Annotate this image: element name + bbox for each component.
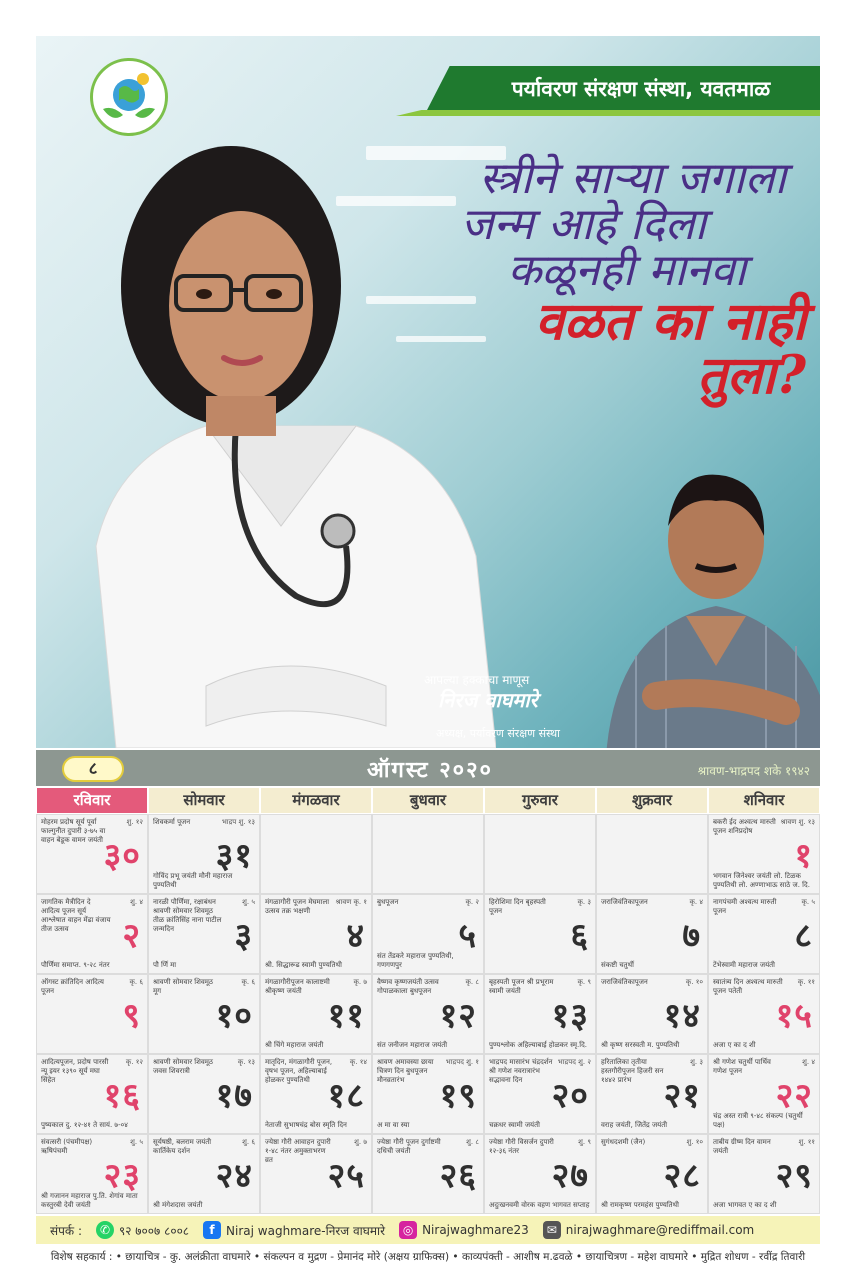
organization-name: पर्यावरण संरक्षण संस्था, यवतमाळ: [511, 77, 771, 101]
calendar-day-cell: [708, 1054, 820, 1134]
calendar-day-cell: [36, 1054, 148, 1134]
calendar-day-cell: [596, 974, 708, 1054]
day-number: २७: [551, 1156, 589, 1196]
day-number: २: [122, 916, 141, 956]
day-tithi: कृ. ४: [689, 898, 703, 906]
tagline: आपल्या हक्काचा माणूस: [424, 673, 530, 687]
calendar-day-cell: [484, 1054, 596, 1134]
day-note: स्वातंत्र्य दिन अश्वत्थ मारुती पूजन पतेती: [713, 978, 783, 995]
slogan-line-3: कळूनही मानवा: [507, 245, 746, 297]
day-footnote: चक्रधर स्वामी जयंती: [489, 1121, 540, 1129]
day-number: ८: [794, 916, 813, 956]
day-number: १७: [215, 1076, 253, 1116]
day-note: संवत्सरी (पंचमीपक्ष) ऋषिपंचमी: [41, 1138, 93, 1155]
facebook-contact[interactable]: [203, 1221, 385, 1239]
day-footnote: चंद्र अस्त रात्री ९-४८ संकल्प (चतुर्थी पक्ष): [713, 1112, 803, 1129]
day-note: नारळी पौर्णिमा, रक्षाबंधन श्रावणी सोमवार शिवमूठ तीळ क्रांतिसिंह नाना पाटील जन्मदिन: [153, 898, 222, 933]
day-footnote: श्री मंगेशदास जयंती: [153, 1201, 203, 1209]
day-note: सूर्यषष्ठी, बलराम जयंती कार्तिकेय दर्शन: [153, 1138, 212, 1155]
day-footnote: पुण्यश्लोक अहिल्याबाई होळकर स्मृ.दि.: [489, 1041, 588, 1049]
day-tithi: श्रावण शु. १३: [780, 818, 815, 826]
weekday-header: गुरुवार: [484, 787, 596, 814]
calendar-day-cell: [260, 894, 372, 974]
day-footnote: गोविंद प्रभू जयंती मौनी महाराज पुण्यतिथी: [153, 872, 233, 889]
day-tithi: शु. ७: [354, 1138, 367, 1146]
calendar-day-cell: [596, 1134, 708, 1214]
calendar-day-cell: [708, 1134, 820, 1214]
day-footnote: श्री. सिद्धारूढ स्वामी पुण्यतिथी: [265, 961, 342, 969]
day-tithi: शु. ४: [802, 1058, 815, 1066]
calendar-day-cell: [708, 974, 820, 1054]
day-number: २९: [775, 1156, 813, 1196]
day-tithi: भाद्रपद शु. १: [445, 1058, 479, 1066]
day-note: जागतिक मैत्रीदिन दे आदित्य पूजन सूर्य आश्लेषात वाहन मेंढा वंजाय तीज उत्सव: [41, 898, 111, 933]
contact-label-text: संपर्क :: [50, 1223, 83, 1238]
day-tithi: कृ. १२: [125, 1058, 143, 1066]
day-tithi: कृ. ५: [801, 898, 815, 906]
calendar-day-cell: [36, 894, 148, 974]
email-address: nirajwaghmare@rediffmail.com: [565, 1223, 755, 1237]
credits-line: विशेष सहकार्य : • छायाचित्र - कु. अलंक्रीता वाघमारे • संकल्पन व मुद्रण - प्रेमानंद मोरे (अक्षय ग्राफिक्स) • काव्यपंक्ती - आशीष म.ढवळे • छायाचित्रण - महेश वाघमारे • मुद्रित शोधण - रवींद्र तिवारी: [50, 1251, 806, 1263]
day-tithi: शु. ६: [242, 1138, 255, 1146]
day-footnote: पौ र्णि मा: [153, 961, 177, 969]
email-contact[interactable]: [543, 1221, 754, 1239]
instagram-contact[interactable]: [399, 1221, 529, 1239]
day-footnote: अजा ए का द शी: [713, 1041, 756, 1049]
calendar-day-cell: [260, 974, 372, 1054]
day-number: १९: [439, 1076, 477, 1116]
day-footnote: श्री चिंगे महाराज जयंती: [265, 1041, 324, 1049]
day-tithi: शु. ५: [242, 898, 255, 906]
weekday-header: रविवार: [36, 787, 148, 814]
day-note: भाद्रपद मासारंभ चंद्रदर्शन श्री गणेश नवरात्रारंभ सद्भावना दिन: [489, 1058, 553, 1084]
day-footnote: पौर्णिमा समाप्त. ९-२८ नंतर: [41, 961, 110, 969]
day-number: ३: [234, 916, 253, 956]
day-footnote: अदुःखनवमी वोरक वहण भागवत सप्ताह: [489, 1201, 590, 1209]
day-note: बुधपूजन: [377, 898, 399, 906]
signature-name: निरज वाघमारे: [438, 688, 538, 712]
day-footnote: भगवान जिनेश्वर जयंती लो. टिळक पुण्यतिथी लो. अण्णाभाऊ साठे ज. दि.: [713, 872, 810, 889]
day-note: ताबीय ग्रीष्म दिन वामन जयंती: [713, 1138, 771, 1155]
day-tithi: शु. ५: [130, 1138, 143, 1146]
day-note: बृहस्पती पूजन श्री प्रभूराम स्वामी जयंती: [489, 978, 554, 995]
facebook-handle: Niraj waghmare-निरज वाघमारे: [226, 1223, 386, 1238]
day-footnote: अ मा वा स्या: [377, 1121, 410, 1129]
day-tithi: शु. ४: [130, 898, 143, 906]
calendar-day-cell: [372, 814, 484, 894]
president-photo: [596, 456, 820, 748]
calendar-day-cell: [596, 1054, 708, 1134]
calendar-day-cell: [260, 1134, 372, 1214]
calendar-day-cell: [708, 814, 820, 894]
day-note: जराजिवंतिकापूजन: [601, 978, 648, 986]
day-note: मोहरम प्रदोष सूर्य पूर्वा फाल्गुनीत दुपारी ३-७५ वा वाहन बेडूक वामन जयंती: [41, 818, 106, 844]
calendar-day-cell: [148, 814, 260, 894]
day-footnote: संत जनीजन महाराज जयंती: [377, 1041, 448, 1049]
contact-label: [50, 1222, 82, 1239]
day-tithi: कृ. ६: [129, 978, 143, 986]
day-footnote: अजा भागवत ए का द शी: [713, 1201, 777, 1209]
day-note: मंगळागौरीपूजन कालाष्टमी श्रीकृष्ण जयंती: [265, 978, 330, 995]
calendar-day-cell: [260, 1054, 372, 1134]
whatsapp-icon: ✆: [96, 1221, 114, 1239]
instagram-icon: ◎: [399, 1221, 417, 1239]
weekday-header: मंगळवार: [260, 787, 372, 814]
day-footnote: नेताजी सुभाषचंद्र बोस स्मृति दिन: [265, 1121, 347, 1129]
day-tithi: शु. ११: [798, 1138, 815, 1146]
day-note: श्रावणी सोमवार शिवमूठ मूग: [153, 978, 214, 995]
month-title: ऑगस्ट २०२०: [367, 758, 493, 783]
poster-banner: [36, 36, 820, 748]
calendar-day-cell: [484, 1134, 596, 1214]
day-number: १२: [439, 996, 477, 1036]
calendar-day-cell: [708, 894, 820, 974]
day-tithi: कृ. ९: [577, 978, 591, 986]
email-icon: ✉: [543, 1221, 561, 1239]
day-number: ६: [570, 916, 589, 956]
slogan-line-1: स्त्रीने साऱ्या जगाला: [479, 153, 786, 204]
day-tithi: श्रावण कृ. १: [335, 898, 367, 906]
day-note: श्री गणेश चतुर्थी पार्थिव गणेश पूजन: [713, 1058, 771, 1075]
calendar-day-cell: [484, 894, 596, 974]
calendar-day-cell: [372, 974, 484, 1054]
day-footnote: श्री रामकृष्ण परमहंस पुण्यतिथी: [601, 1201, 679, 1209]
month-number-badge: ८: [62, 756, 124, 782]
phone-number: ९२ ७००७ ८००८: [119, 1223, 190, 1238]
day-number: २३: [103, 1156, 141, 1196]
day-note: ज्येष्ठा गौरी विसर्जन दुपारी १२-३६ नंतर: [489, 1138, 554, 1155]
day-note: हरितालिका तृतीया हस्तगौरीपूजन हिजरी सन १४४२ प्रारंभ: [601, 1058, 664, 1084]
day-tithi: कृ. १०: [685, 978, 703, 986]
day-footnote: संत तेंडकरे महाराज पुण्यतिथी, गणगणपुर: [377, 952, 454, 969]
day-number: २४: [215, 1156, 253, 1196]
day-tithi: भाद्रपद शु. २: [557, 1058, 591, 1066]
contact-bar: [36, 1216, 820, 1244]
day-note: श्रावण अमावस्या छाया चित्रण दिन बुधपूजन मौनव्रतारंभ: [377, 1058, 434, 1084]
day-note: सुगंधदशमी (जैन): [601, 1138, 646, 1146]
day-footnote: श्री कृष्ण सरस्वती म. पुण्यतिथी: [601, 1041, 680, 1049]
day-number: १: [794, 836, 813, 876]
day-note: शिवकर्मा पूजन: [153, 818, 191, 826]
day-note: मातृदिन, मंगळागौरी पूजन, वृषभ पूजन, अहिल्याबाई होळकर पुण्यतिथी: [265, 1058, 333, 1084]
earth-hands-icon: [97, 65, 161, 129]
day-number: १४: [663, 996, 701, 1036]
day-tithi: कृ. २: [465, 898, 479, 906]
day-number: १५: [775, 996, 813, 1036]
day-note: बकरी ईद अश्वत्थ मारुती पूजन शनिप्रदोष: [713, 818, 776, 835]
day-note: मंगळागौरी पूजन मेघमाला उत्सव तक्र भक्षणी: [265, 898, 330, 915]
slogan-line-4: वळत का नाही तुला?: [534, 290, 806, 407]
day-tithi: कृ. १४: [349, 1058, 367, 1066]
day-number: १०: [215, 996, 253, 1036]
calendar-day-cell: [484, 974, 596, 1054]
day-tithi: शु. १०: [686, 1138, 703, 1146]
day-number: ७: [682, 916, 701, 956]
day-number: २६: [439, 1156, 477, 1196]
weekday-header: बुधवार: [372, 787, 484, 814]
day-tithi: कृ. ६: [241, 978, 255, 986]
day-number: ११: [327, 996, 365, 1036]
day-note: आदित्यपूजन, प्रदोष पारसी न्यू इयर १३९० सूर्य मघा सिंहेत: [41, 1058, 109, 1084]
shaka-era: श्रावण-भाद्रपद शके १९४२: [697, 764, 810, 778]
day-note: हिरोशिमा दिन बृहस्पती पूजन: [489, 898, 546, 915]
facebook-icon: f: [203, 1221, 221, 1239]
calendar-day-cell: [148, 894, 260, 974]
day-note: ज्येष्ठा गौरी आवाहन दुपारी १-४८ नंतर अमुक्ताभरण व्रत: [265, 1138, 331, 1164]
day-number: ५: [458, 916, 477, 956]
calendar-day-cell: [372, 894, 484, 974]
day-number: २१: [663, 1076, 701, 1116]
day-note: ऑगस्ट क्रांतिदिन आदित्य पूजन: [41, 978, 104, 995]
day-note: जराजिवंतिकापूजन: [601, 898, 648, 906]
phone-contact[interactable]: [96, 1221, 189, 1239]
calendar-day-cell: [148, 974, 260, 1054]
day-number: ९: [122, 996, 141, 1036]
day-footnote: संकष्टी चतुर्थी: [601, 961, 634, 969]
day-tithi: शु. १२: [126, 818, 143, 826]
day-number: ३०: [103, 836, 141, 876]
day-tithi: शु. ९: [578, 1138, 591, 1146]
slogan-line-2: जन्म आहे दिला: [460, 199, 706, 251]
weekday-header: शनिवार: [708, 787, 820, 814]
calendar-grid: [36, 787, 820, 1214]
day-number: २०: [551, 1076, 589, 1116]
weekday-header: शुक्रवार: [596, 787, 708, 814]
calendar-day-cell: [36, 974, 148, 1054]
day-note: ज्येष्ठा गौरी पूजन दुर्गाष्टमी दधिची जयंती: [377, 1138, 441, 1155]
day-footnote: वराह जयंती, जितेंद्र जयंती: [601, 1121, 668, 1129]
calendar-day-cell: [596, 814, 708, 894]
day-tithi: कृ. ३: [577, 898, 591, 906]
day-tithi: कृ. ११: [797, 978, 815, 986]
day-footnote: पुष्यकाल दु. १२-४१ ते सायं. ७-०४: [41, 1121, 128, 1129]
day-note: नागपंचमी अश्वत्थ मारुती पूजन: [713, 898, 777, 915]
day-number: १८: [327, 1076, 365, 1116]
calendar-day-cell: [596, 894, 708, 974]
day-tithi: कृ. १३: [237, 1058, 255, 1066]
day-number: २८: [663, 1156, 701, 1196]
calendar-day-cell: [148, 1134, 260, 1214]
day-footnote: श्री गजानन महाराज पु.ति. शेगांव माता कस्तुरबी देवी जयंती: [41, 1192, 138, 1209]
calendar-day-cell: [148, 1054, 260, 1134]
day-footnote: टेंभेस्वामी महाराज जयंती: [713, 961, 775, 969]
day-tithi: भाद्रप शु. १३: [221, 818, 255, 826]
calendar-day-cell: [372, 1054, 484, 1134]
signature-title: अध्यक्ष, पर्यावरण संरक्षण संस्था: [436, 727, 560, 740]
day-number: ३१: [215, 836, 253, 876]
day-number: २५: [327, 1156, 365, 1196]
day-number: ४: [346, 916, 365, 956]
day-note: वैष्णव कृष्णजयंती उत्सव गोपाळकाला बुधपूजन: [377, 978, 439, 995]
day-number: २२: [775, 1076, 813, 1116]
day-number: १६: [103, 1076, 141, 1116]
calendar-day-cell: [36, 814, 148, 894]
day-tithi: कृ. ८: [465, 978, 479, 986]
day-tithi: शु. ८: [466, 1138, 479, 1146]
day-note: श्रावणी सोमवार शिवमूठ जवस शिवरात्री: [153, 1058, 214, 1075]
day-number: १३: [551, 996, 589, 1036]
calendar-day-cell: [484, 814, 596, 894]
instagram-handle: Nirajwaghmare23: [422, 1223, 529, 1237]
organization-logo: [90, 58, 168, 136]
calendar-day-cell: [260, 814, 372, 894]
day-tithi: कृ. ७: [353, 978, 367, 986]
day-tithi: शु. ३: [690, 1058, 703, 1066]
header-strip-accent: [396, 110, 820, 116]
calendar-day-cell: [372, 1134, 484, 1214]
girl-doctor-photo: [56, 126, 496, 748]
calendar-day-cell: [36, 1134, 148, 1214]
weekday-header: सोमवार: [148, 787, 260, 814]
